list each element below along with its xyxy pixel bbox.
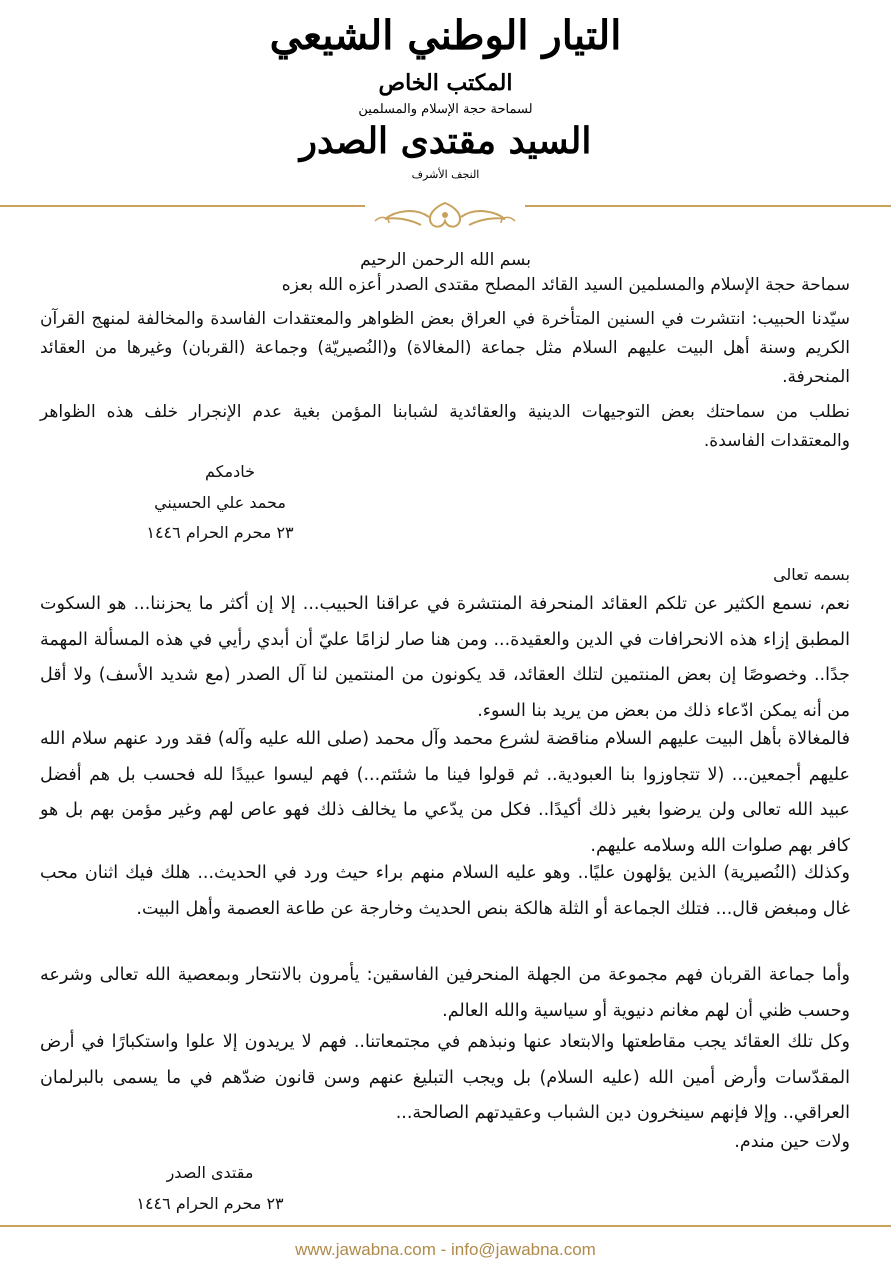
answer-paragraph-6: ولات حين مندم.: [734, 1132, 850, 1152]
question-body-1: سيّدنا الحبيب: انتشرت في السنين المتأخرة في العراق بعض الظواهر والمعتقدات الفاسدة والمخالفة لمنهج القرآن الكريم وسنة أهل البيت عليهم السلام مثل جماعة (المغالاة) و(النُصيريّة) وجماعة (القربان) وغيرها من العقائد المنحرفة.: [40, 309, 850, 387]
answer-opening: بسمه تعالى: [773, 565, 850, 584]
question-sign-title: خادمكم: [205, 462, 255, 481]
question-sign-name: محمد علي الحسيني: [154, 493, 286, 512]
question-basmala: بسم الله الرحمن الرحيم: [360, 250, 531, 270]
letterhead-name: السيد مقتدى الصدر: [299, 120, 592, 162]
answer-sign-date: ٢٣ محرم الحرام ١٤٤٦: [136, 1194, 284, 1213]
question-body-2: نطلب من سماحتك بعض التوجيهات الدينية والعقائدية لشبابنا المؤمن بغية عدم الإنجرار خلف هذه الظواهر والمعتقدات الفاسدة.: [40, 402, 850, 451]
letterhead-honorific: لسماحة حجة الإسلام والمسلمين: [358, 102, 533, 117]
question-sign-date: ٢٣ محرم الحرام ١٤٤٦: [146, 523, 294, 542]
bottom-divider: [0, 1225, 891, 1227]
question-addressee: سماحة حجة الإسلام والمسلمين السيد القائد المصلح مقتدى الصدر أعزه الله بعزه: [281, 275, 850, 295]
answer-paragraph-2: فالمغالاة بأهل البيت عليهم السلام مناقضة لشرع محمد وآل محمد (صلى الله عليه وآله) فقد ورد عنهم سلام الله عليهم أجمعين... (لا تتجاوزوا بنا العبودية.. ثم قولوا فينا ما شئتم...) فهم ليسوا عبيدًا لله فحسب بل هم أفضل عبيد الله تعالى ولن يرضوا بغير ذلك أكيدًا.. فكل من يدّعي ما يخالف ذلك فهو عاص لهم وغير مؤمن بهم بل هو كافر بهم صلوات الله وسلامه عليهم.: [40, 729, 850, 856]
answer-sign-name: مقتدى الصدر: [166, 1163, 254, 1182]
answer-paragraph-3: وكذلك (النُصيرية) الذين يؤلهون عليًا.. وهو عليه السلام منهم براء حيث ورد في الحديث... هلك فيك اثنان محب غال ومبغض قال... فتلك الجماعة أو الثلة هالكة بنص الحديث وخارجة عن طاعة العصمة وأهل البيت.: [40, 863, 850, 919]
answer-paragraph-4: وأما جماعة القربان فهم مجموعة من الجهلة المنحرفين الفاسقين: يأمرون بالانتحار وبمعصية الله تعالى وشرعه وحسب ظني أن لهم مغانم دنيوية أو سياسية والله العالم.: [40, 965, 850, 1021]
letterhead-organization: التيار الوطني الشيعي: [269, 12, 622, 59]
answer-paragraph-1: نعم، نسمع الكثير عن تلكم العقائد المنحرفة المنتشرة في عراقنا الحبيب... إلا إن أكثر ما يحزننا... هو السكوت المطبق إزاء هذه الانحرافات في الدين والعقيدة... ومن هنا صار لزامًا عليّ أن أبدي رأيي في هذه المسألة المهمة جدًا.. وخصوصًا إن بعض المنتمين لتلك العقائد، قد يكونون من المنتمين لنا آل الصدر (مع شديد الأسف) ولا أقل من أنه يمكن ادّعاء ذلك من بعض من يريد بنا السوء.: [40, 594, 850, 721]
letterhead-city: النجف الأشرف: [411, 168, 480, 181]
letterhead: [0, 0, 891, 200]
footer-contact[interactable]: www.jawabna.com - info@jawabna.com: [295, 1240, 596, 1259]
answer-paragraph-5: وكل تلك العقائد يجب مقاطعتها والابتعاد عنها ونبذهم في مجتمعاتنا.. فهم لا يريدون إلا علوا واستكبارًا في أرض المقدّسات وأرض أمين الله (عليه السلام) بل ويجب التبليغ عنهم وسن قانون ضدّهم في ما يسمى بالبرلمان العراقي.. وإلا فإنهم سينخرون دين الشباب وعقيدتهم الصالحة...: [40, 1032, 850, 1123]
ornament-icon: [365, 197, 525, 237]
letterhead-office: المكتب الخاص: [378, 70, 513, 96]
